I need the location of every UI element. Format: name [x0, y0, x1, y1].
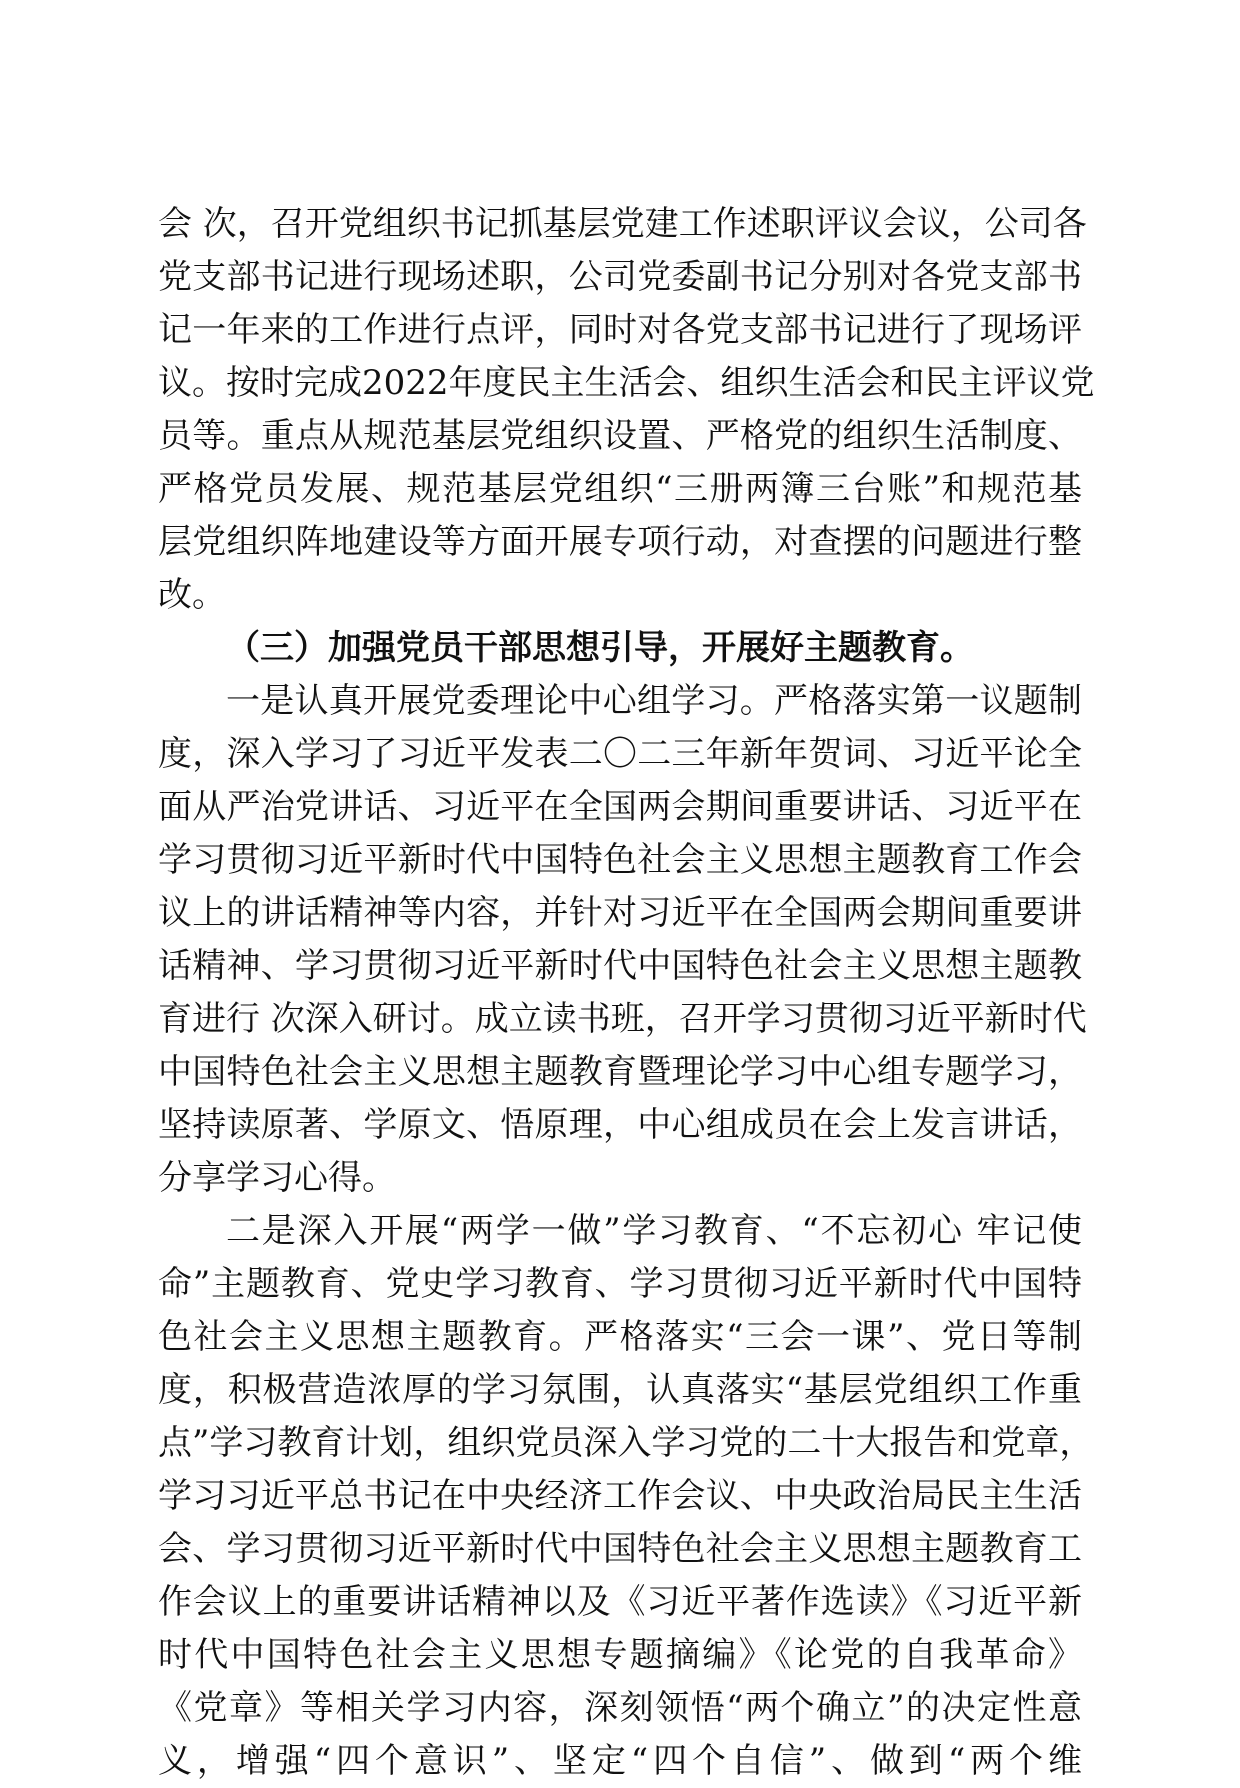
- section-heading: [158, 622, 1082, 675]
- text-line: 度，积极营造浓厚的学习氛围，认真落实“基层党组织工作重: [158, 1370, 1082, 1410]
- text-line: 层党组织阵地建设等方面开展专项行动，对查摆的问题进行整: [158, 522, 1082, 562]
- paragraph-education-campaigns: [158, 1205, 1094, 1788]
- text-line: 时代中国特色社会主义思想专题摘编》《论党的自我革命》: [158, 1635, 1082, 1675]
- text-line: 会、学习贯彻习近平新时代中国特色社会主义思想主题教育工: [158, 1529, 1082, 1569]
- text-line: 色社会主义思想主题教育。严格落实“三会一课”、党日等制: [158, 1317, 1082, 1357]
- text-line: 严格党员发展、规范基层党组织“三册两簿三台账”和规范基: [158, 469, 1082, 509]
- text-line: 命”主题教育、党史学习教育、学习贯彻习近平新时代中国特: [158, 1264, 1082, 1304]
- text-line: 一是认真开展党委理论中心组学习。严格落实第一议题制: [226, 681, 1082, 721]
- text-line: 学习贯彻习近平新时代中国特色社会主义思想主题教育工作会: [158, 840, 1082, 880]
- text-line: 面从严治党讲话、习近平在全国两会期间重要讲话、习近平在: [158, 787, 1082, 827]
- paragraph-theory-study: [158, 675, 1087, 1205]
- text-line: 话精神、学习贯彻习近平新时代中国特色社会主义思想主题教: [158, 946, 1082, 986]
- text-line: 议。按时完成2022年度民主生活会、组织生活会和民主评议党: [158, 363, 1095, 403]
- text-line: 度，深入学习了习近平发表二〇二三年新年贺词、习近平论全: [158, 734, 1082, 774]
- text-line: 育进行 次深入研讨。成立读书班，召开学习贯彻习近平新时代: [158, 999, 1087, 1039]
- text-line: 议上的讲话精神等内容，并针对习近平在全国两会期间重要讲: [158, 893, 1082, 933]
- text-line: 坚持读原著、学原文、悟原理，中心组成员在会上发言讲话，: [158, 1105, 1082, 1145]
- text-line: 分享学习心得。: [158, 1158, 396, 1198]
- text-line: 党支部书记进行现场述职，公司党委副书记分别对各党支部书: [158, 257, 1082, 297]
- text-line: 记一年来的工作进行点评，同时对各党支部书记进行了现场评: [158, 310, 1082, 350]
- text-line: 改。: [158, 575, 226, 615]
- text-line: 作会议上的重要讲话精神以及《习近平著作选读》《习近平新: [158, 1582, 1082, 1622]
- text-line: 《党章》等相关学习内容，深刻领悟“两个确立”的决定性意: [158, 1688, 1082, 1728]
- paragraph-organization-life: [158, 198, 1095, 622]
- text-line: 员等。重点从规范基层党组织设置、严格党的组织生活制度、: [158, 416, 1082, 456]
- text-line: 中国特色社会主义思想主题教育暨理论学习中心组专题学习，: [158, 1052, 1082, 1092]
- section-heading-text: （三）加强党员干部思想引导，开展好主题教育。: [226, 628, 974, 668]
- text-line: 义，增强“四个意识”、坚定“四个自信”、做到“两个维: [158, 1741, 1082, 1781]
- text-line: 会 次，召开党组织书记抓基层党建工作述职评议会议，公司各: [158, 204, 1087, 244]
- text-line: 学习习近平总书记在中央经济工作会议、中央政治局民主生活: [158, 1476, 1082, 1516]
- document-page: [158, 198, 1095, 1788]
- text-line: 二是深入开展“两学一做”学习教育、“不忘初心 牢记使: [226, 1211, 1082, 1251]
- text-line: 点”学习教育计划，组织党员深入学习党的二十大报告和党章，: [158, 1423, 1094, 1463]
